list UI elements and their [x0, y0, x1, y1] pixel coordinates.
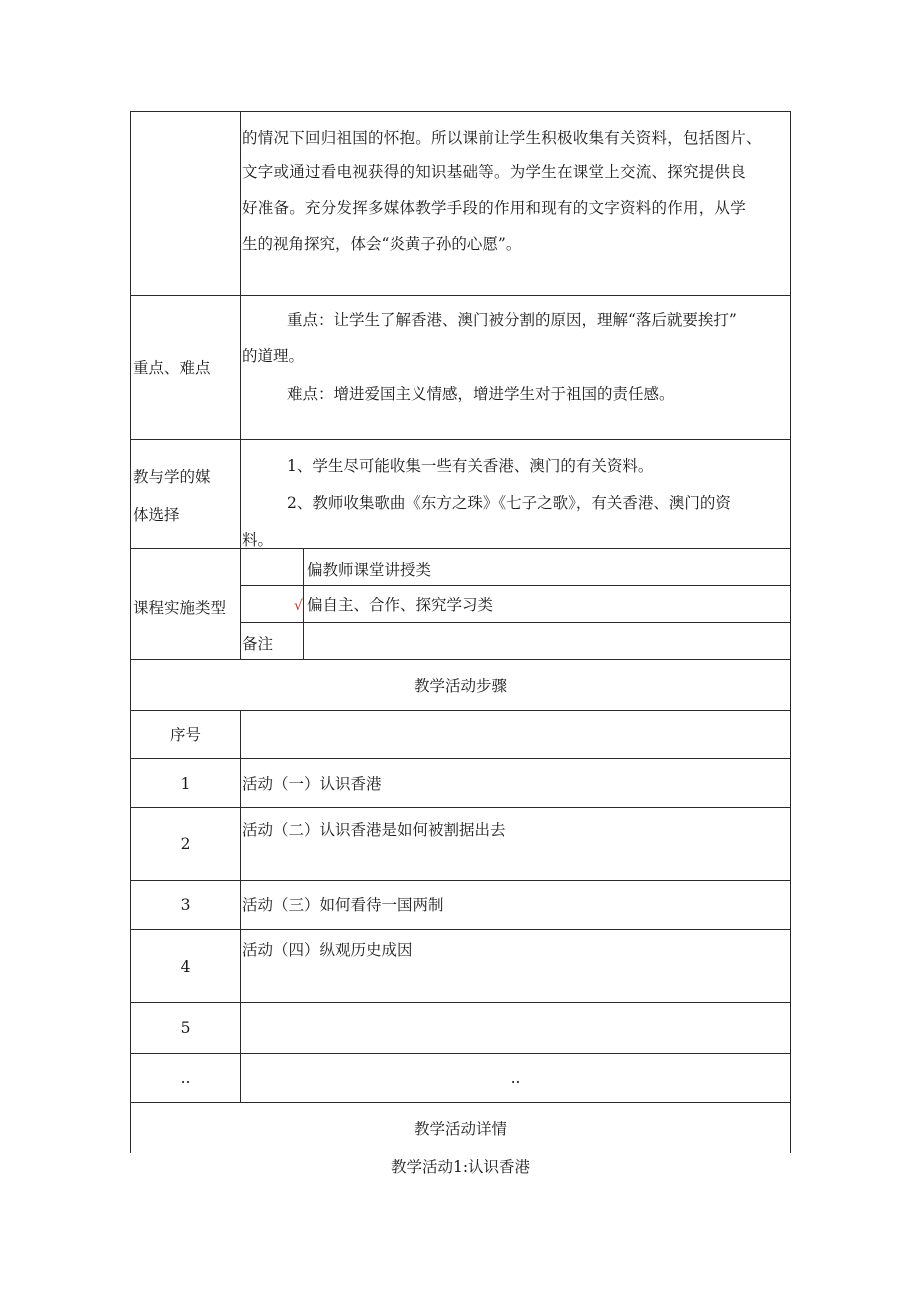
activity-title: 教学活动1:认识香港	[390, 1158, 531, 1176]
table-rule	[790, 111, 791, 1153]
details-title: 教学活动详情	[413, 1120, 507, 1138]
step-number: 4	[180, 958, 191, 976]
step-number: 3	[180, 896, 191, 914]
intro-line: 文字或通过看电视获得的知识基础等。为学生在课堂上交流、探究提供良	[242, 163, 747, 181]
table-rule	[130, 1002, 791, 1003]
table-rule	[130, 1102, 791, 1103]
table-rule	[240, 585, 791, 586]
key-point-text: 的道理。	[242, 347, 305, 365]
table-rule	[303, 548, 304, 659]
table-rule	[130, 111, 131, 1153]
table-rule	[240, 710, 241, 1102]
table-rule	[130, 710, 791, 711]
step-number: 5	[180, 1019, 191, 1037]
table-rule	[130, 807, 791, 808]
table-rule	[130, 295, 791, 296]
checkmark-icon: √	[294, 598, 303, 614]
key-points-label: 重点、难点	[133, 359, 211, 377]
step-text: ..	[510, 1069, 521, 1087]
table-rule	[130, 439, 791, 440]
step-number: 2	[180, 835, 191, 853]
table-rule	[130, 758, 791, 759]
table-rule	[130, 548, 791, 549]
intro-line: 的情况下回归祖国的怀抱。所以课前让学生积极收集有关资料，包括图片、	[242, 129, 762, 147]
key-point-text: 重点：让学生了解香港、澳门被分割的原因，理解“落后就要挨打”	[287, 311, 737, 329]
step-text: 活动（三）如何看待一国两制	[242, 896, 444, 914]
media-label: 教与学的媒	[133, 468, 211, 486]
remark-label: 备注	[242, 635, 274, 653]
course-type-label: 课程实施类型	[133, 599, 227, 617]
course-type-option: 偏自主、合作、探究学习类	[307, 596, 494, 614]
table-rule	[130, 111, 791, 112]
step-text: 活动（二）认识香港是如何被割据出去	[242, 821, 506, 839]
table-rule	[240, 622, 791, 623]
step-number: ..	[180, 1069, 191, 1087]
step-text: 活动（一）认识香港	[242, 775, 382, 793]
intro-line: 生的视角探究，体会“炎黄子孙的心愿”。	[242, 235, 522, 253]
seq-header: 序号	[169, 726, 201, 744]
media-item: 料。	[242, 531, 274, 549]
table-rule	[130, 1053, 791, 1054]
table-rule	[240, 111, 241, 659]
table-rule	[130, 659, 791, 660]
media-item: 2、教师收集歌曲《东方之珠》《七子之歌》，有关香港、澳门的资	[287, 494, 731, 512]
table-rule	[130, 880, 791, 881]
media-label: 体选择	[133, 506, 180, 524]
course-type-option: 偏教师课堂讲授类	[307, 561, 432, 579]
steps-title: 教学活动步骤	[413, 677, 507, 695]
table-rule	[130, 929, 791, 930]
difficult-point-text: 难点：增进爱国主义情感，增进学生对于祖国的责任感。	[287, 385, 675, 403]
step-number: 1	[180, 775, 191, 793]
intro-line: 好准备。充分发挥多媒体教学手段的作用和现有的文字资料的作用，从学	[242, 199, 747, 217]
media-item: 1、学生尽可能收集一些有关香港、澳门的有关资料。	[287, 457, 654, 475]
step-text: 活动（四）纵观历史成因	[242, 941, 413, 959]
